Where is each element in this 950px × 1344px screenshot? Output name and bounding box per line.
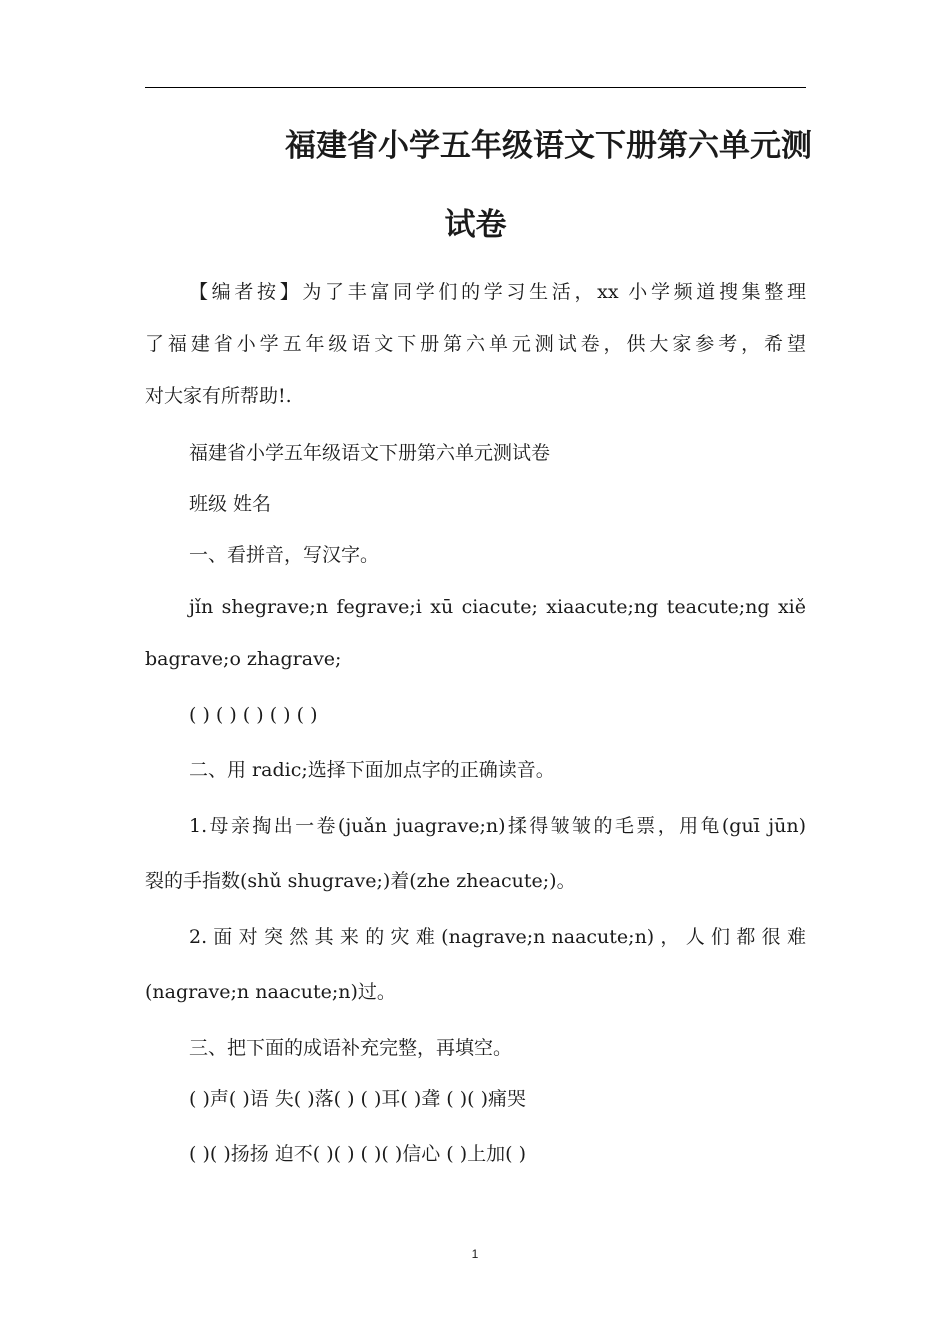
intro-line: 了福建省小学五年级语文下册第六单元测试卷，供大家参考，希望	[145, 333, 806, 355]
intro-line: 对大家有所帮助!.	[145, 385, 292, 407]
idiom-line: ( )( )扬扬 迫不( )( ) ( )( )信心 ( )上加( )	[189, 1143, 527, 1165]
question-line: (nagrave;n naacute;n)过。	[145, 981, 396, 1003]
pinyin-line: jǐn shegrave;n fegrave;i xū ciacute; xiaacute;ng teacute;ng xiě	[189, 596, 806, 618]
subtitle: 福建省小学五年级语文下册第六单元测试卷	[189, 442, 551, 464]
question-line: 1.母亲掏出一卷(juǎn juagrave;n)揉得皱皱的毛票，用龟(guī jūn)	[189, 815, 806, 837]
class-name-line: 班级 姓名	[189, 493, 272, 515]
question-line: 2. 面 对 突 然 其 来 的 灾 难 (nagrave;n naacute;n) ， 人 们 都 很 难	[189, 926, 806, 948]
idiom-line: ( )声( )语 失( )落( ) ( )耳( )聋 ( )( )痛哭	[189, 1088, 527, 1110]
document-title-line1: 福建省小学五年级语文下册第六单元测	[285, 128, 812, 164]
section3-heading: 三、把下面的成语补充完整，再填空。	[189, 1037, 513, 1059]
intro-line: 【编者按】为了丰富同学们的学习生活，xx 小学频道搜集整理	[189, 281, 806, 303]
header-rule	[145, 87, 806, 88]
section1-blanks: ( ) ( ) ( ) ( ) ( )	[189, 704, 318, 726]
intro-paragraph	[145, 266, 806, 422]
section1-heading: 一、看拼音，写汉字。	[189, 544, 380, 566]
question-line: 裂的手指数(shǔ shugrave;)着(zhe zheacute;)。	[145, 870, 576, 892]
question1-paragraph	[145, 800, 806, 907]
question2-paragraph	[145, 911, 806, 1018]
document-title-line2: 试卷	[444, 207, 507, 243]
pinyin-line: bagrave;o zhagrave;	[145, 648, 342, 670]
pinyin-paragraph	[145, 581, 806, 685]
page-number: 1	[471, 1247, 479, 1261]
section2-heading: 二、用 radic;选择下面加点字的正确读音。	[189, 759, 555, 781]
